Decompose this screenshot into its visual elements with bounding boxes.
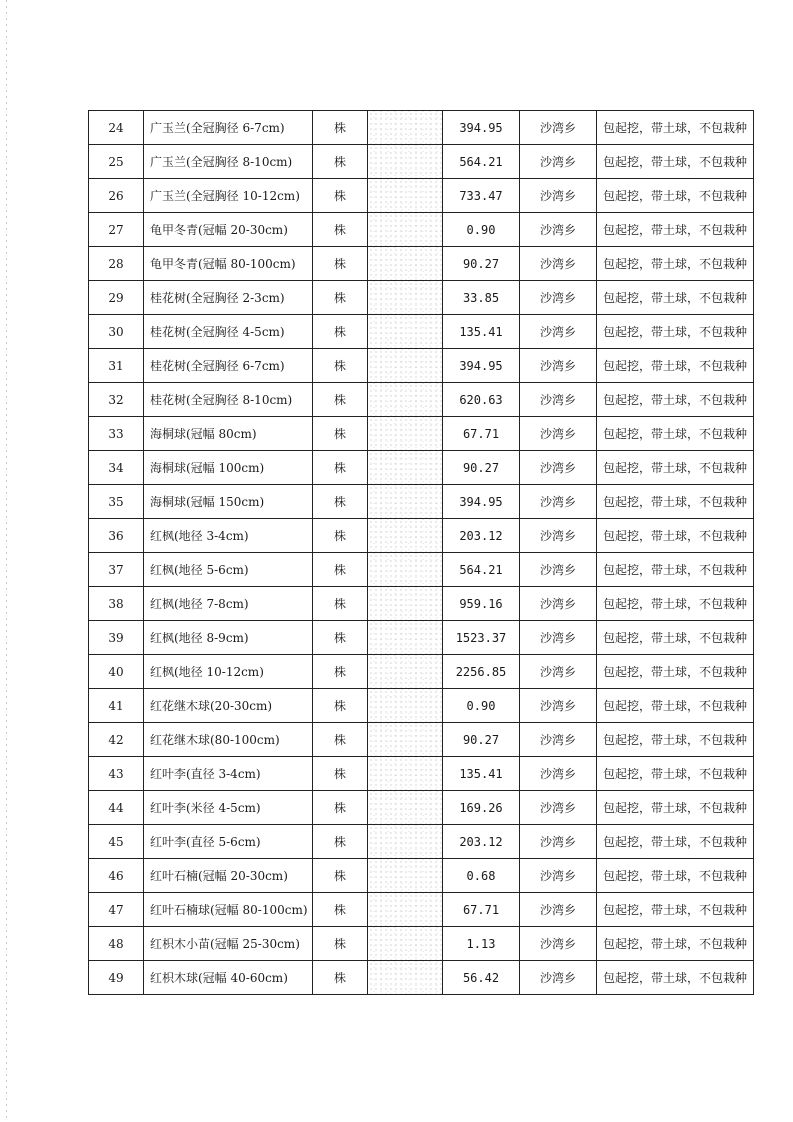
row-number-cell: 41 xyxy=(89,689,144,723)
blank-cell-cell xyxy=(368,349,443,383)
item-name-cell: 广玉兰(全冠胸径 8-10cm) xyxy=(144,145,313,179)
unit-cell: 株 xyxy=(313,383,368,417)
note-cell: 包起挖，带土球，不包栽种 xyxy=(597,689,754,723)
price-cell: 56.42 xyxy=(443,961,520,995)
location-cell: 沙湾乡 xyxy=(520,621,597,655)
unit-cell: 株 xyxy=(313,417,368,451)
location-cell: 沙湾乡 xyxy=(520,689,597,723)
note-cell: 包起挖，带土球，不包栽种 xyxy=(597,485,754,519)
location-cell: 沙湾乡 xyxy=(520,383,597,417)
table-row xyxy=(89,757,754,791)
price-cell: 67.71 xyxy=(443,893,520,927)
row-number-cell: 25 xyxy=(89,145,144,179)
note-cell: 包起挖，带土球，不包栽种 xyxy=(597,961,754,995)
row-number-cell: 24 xyxy=(89,111,144,145)
item-name-cell: 红叶石楠球(冠幅 80-100cm) xyxy=(144,893,313,927)
blank-cell-cell xyxy=(368,383,443,417)
item-name-cell: 桂花树(全冠胸径 4-5cm) xyxy=(144,315,313,349)
blank-cell-cell xyxy=(368,485,443,519)
unit-cell: 株 xyxy=(313,961,368,995)
note-cell: 包起挖，带土球，不包栽种 xyxy=(597,553,754,587)
table-row xyxy=(89,893,754,927)
location-cell: 沙湾乡 xyxy=(520,485,597,519)
unit-cell: 株 xyxy=(313,451,368,485)
unit-cell: 株 xyxy=(313,859,368,893)
price-cell: 564.21 xyxy=(443,553,520,587)
note-cell: 包起挖，带土球，不包栽种 xyxy=(597,247,754,281)
item-name-cell: 红枫(地径 3-4cm) xyxy=(144,519,313,553)
table-row xyxy=(89,383,754,417)
note-cell: 包起挖，带土球，不包栽种 xyxy=(597,111,754,145)
location-cell: 沙湾乡 xyxy=(520,179,597,213)
item-name-cell: 广玉兰(全冠胸径 10-12cm) xyxy=(144,179,313,213)
location-cell: 沙湾乡 xyxy=(520,655,597,689)
price-cell: 733.47 xyxy=(443,179,520,213)
blank-cell-cell xyxy=(368,791,443,825)
price-cell: 90.27 xyxy=(443,451,520,485)
item-name-cell: 红枫(地径 10-12cm) xyxy=(144,655,313,689)
blank-cell-cell xyxy=(368,927,443,961)
table-row xyxy=(89,349,754,383)
note-cell: 包起挖，带土球，不包栽种 xyxy=(597,417,754,451)
row-number-cell: 28 xyxy=(89,247,144,281)
location-cell: 沙湾乡 xyxy=(520,553,597,587)
blank-cell-cell xyxy=(368,213,443,247)
table-row xyxy=(89,927,754,961)
blank-cell-cell xyxy=(368,451,443,485)
location-cell: 沙湾乡 xyxy=(520,213,597,247)
table-row xyxy=(89,145,754,179)
location-cell: 沙湾乡 xyxy=(520,587,597,621)
price-cell: 2256.85 xyxy=(443,655,520,689)
table-row xyxy=(89,417,754,451)
table-row xyxy=(89,621,754,655)
note-cell: 包起挖，带土球，不包栽种 xyxy=(597,825,754,859)
item-name-cell: 龟甲冬青(冠幅 20-30cm) xyxy=(144,213,313,247)
row-number-cell: 42 xyxy=(89,723,144,757)
note-cell: 包起挖，带土球，不包栽种 xyxy=(597,315,754,349)
note-cell: 包起挖，带土球，不包栽种 xyxy=(597,927,754,961)
location-cell: 沙湾乡 xyxy=(520,145,597,179)
location-cell: 沙湾乡 xyxy=(520,281,597,315)
unit-cell: 株 xyxy=(313,825,368,859)
unit-cell: 株 xyxy=(313,519,368,553)
note-cell: 包起挖，带土球，不包栽种 xyxy=(597,179,754,213)
unit-cell: 株 xyxy=(313,757,368,791)
unit-cell: 株 xyxy=(313,179,368,213)
row-number-cell: 33 xyxy=(89,417,144,451)
location-cell: 沙湾乡 xyxy=(520,859,597,893)
item-name-cell: 红枫(地径 8-9cm) xyxy=(144,621,313,655)
item-name-cell: 红花继木球(20-30cm) xyxy=(144,689,313,723)
table-row xyxy=(89,213,754,247)
row-number-cell: 29 xyxy=(89,281,144,315)
blank-cell-cell xyxy=(368,961,443,995)
unit-cell: 株 xyxy=(313,893,368,927)
row-number-cell: 37 xyxy=(89,553,144,587)
table-row xyxy=(89,723,754,757)
item-name-cell: 红枳木小苗(冠幅 25-30cm) xyxy=(144,927,313,961)
blank-cell-cell xyxy=(368,417,443,451)
price-cell: 394.95 xyxy=(443,349,520,383)
row-number-cell: 31 xyxy=(89,349,144,383)
item-name-cell: 红枫(地径 7-8cm) xyxy=(144,587,313,621)
table-row xyxy=(89,451,754,485)
item-name-cell: 海桐球(冠幅 150cm) xyxy=(144,485,313,519)
note-cell: 包起挖，带土球，不包栽种 xyxy=(597,349,754,383)
price-cell: 1.13 xyxy=(443,927,520,961)
row-number-cell: 48 xyxy=(89,927,144,961)
note-cell: 包起挖，带土球，不包栽种 xyxy=(597,519,754,553)
price-table-container xyxy=(88,110,754,995)
row-number-cell: 43 xyxy=(89,757,144,791)
unit-cell: 株 xyxy=(313,145,368,179)
note-cell: 包起挖，带土球，不包栽种 xyxy=(597,621,754,655)
item-name-cell: 红叶李(直径 5-6cm) xyxy=(144,825,313,859)
table-row xyxy=(89,655,754,689)
price-cell: 90.27 xyxy=(443,723,520,757)
item-name-cell: 红枫(地径 5-6cm) xyxy=(144,553,313,587)
unit-cell: 株 xyxy=(313,927,368,961)
location-cell: 沙湾乡 xyxy=(520,825,597,859)
item-name-cell: 红叶李(米径 4-5cm) xyxy=(144,791,313,825)
location-cell: 沙湾乡 xyxy=(520,927,597,961)
price-cell: 203.12 xyxy=(443,519,520,553)
note-cell: 包起挖，带土球，不包栽种 xyxy=(597,383,754,417)
unit-cell: 株 xyxy=(313,655,368,689)
price-cell: 135.41 xyxy=(443,315,520,349)
blank-cell-cell xyxy=(368,145,443,179)
location-cell: 沙湾乡 xyxy=(520,791,597,825)
item-name-cell: 红枳木球(冠幅 40-60cm) xyxy=(144,961,313,995)
price-cell: 1523.37 xyxy=(443,621,520,655)
location-cell: 沙湾乡 xyxy=(520,315,597,349)
table-row xyxy=(89,485,754,519)
unit-cell: 株 xyxy=(313,553,368,587)
blank-cell-cell xyxy=(368,689,443,723)
row-number-cell: 44 xyxy=(89,791,144,825)
item-name-cell: 广玉兰(全冠胸径 6-7cm) xyxy=(144,111,313,145)
unit-cell: 株 xyxy=(313,111,368,145)
note-cell: 包起挖，带土球，不包栽种 xyxy=(597,893,754,927)
price-cell: 564.21 xyxy=(443,145,520,179)
price-cell: 203.12 xyxy=(443,825,520,859)
table-row xyxy=(89,111,754,145)
item-name-cell: 红叶石楠(冠幅 20-30cm) xyxy=(144,859,313,893)
note-cell: 包起挖，带土球，不包栽种 xyxy=(597,213,754,247)
note-cell: 包起挖，带土球，不包栽种 xyxy=(597,451,754,485)
price-cell: 0.68 xyxy=(443,859,520,893)
unit-cell: 株 xyxy=(313,689,368,723)
unit-cell: 株 xyxy=(313,791,368,825)
blank-cell-cell xyxy=(368,553,443,587)
price-cell: 394.95 xyxy=(443,485,520,519)
page-edge xyxy=(6,0,7,1122)
item-name-cell: 红叶李(直径 3-4cm) xyxy=(144,757,313,791)
blank-cell-cell xyxy=(368,825,443,859)
table-row xyxy=(89,825,754,859)
blank-cell-cell xyxy=(368,723,443,757)
price-cell: 169.26 xyxy=(443,791,520,825)
note-cell: 包起挖，带土球，不包栽种 xyxy=(597,145,754,179)
location-cell: 沙湾乡 xyxy=(520,961,597,995)
row-number-cell: 27 xyxy=(89,213,144,247)
location-cell: 沙湾乡 xyxy=(520,757,597,791)
row-number-cell: 38 xyxy=(89,587,144,621)
table-row xyxy=(89,859,754,893)
blank-cell-cell xyxy=(368,315,443,349)
table-row xyxy=(89,587,754,621)
unit-cell: 株 xyxy=(313,349,368,383)
price-cell: 33.85 xyxy=(443,281,520,315)
row-number-cell: 39 xyxy=(89,621,144,655)
table-row xyxy=(89,179,754,213)
item-name-cell: 桂花树(全冠胸径 6-7cm) xyxy=(144,349,313,383)
price-table xyxy=(88,110,754,995)
row-number-cell: 49 xyxy=(89,961,144,995)
price-cell: 0.90 xyxy=(443,213,520,247)
row-number-cell: 36 xyxy=(89,519,144,553)
blank-cell-cell xyxy=(368,179,443,213)
location-cell: 沙湾乡 xyxy=(520,417,597,451)
note-cell: 包起挖，带土球，不包栽种 xyxy=(597,791,754,825)
unit-cell: 株 xyxy=(313,213,368,247)
price-cell: 0.90 xyxy=(443,689,520,723)
item-name-cell: 桂花树(全冠胸径 2-3cm) xyxy=(144,281,313,315)
unit-cell: 株 xyxy=(313,587,368,621)
location-cell: 沙湾乡 xyxy=(520,519,597,553)
note-cell: 包起挖，带土球，不包栽种 xyxy=(597,859,754,893)
table-row xyxy=(89,689,754,723)
blank-cell-cell xyxy=(368,621,443,655)
price-cell: 90.27 xyxy=(443,247,520,281)
item-name-cell: 红花继木球(80-100cm) xyxy=(144,723,313,757)
location-cell: 沙湾乡 xyxy=(520,451,597,485)
blank-cell-cell xyxy=(368,519,443,553)
row-number-cell: 35 xyxy=(89,485,144,519)
price-table-body xyxy=(89,111,754,995)
table-row xyxy=(89,519,754,553)
note-cell: 包起挖，带土球，不包栽种 xyxy=(597,587,754,621)
blank-cell-cell xyxy=(368,893,443,927)
row-number-cell: 45 xyxy=(89,825,144,859)
price-cell: 67.71 xyxy=(443,417,520,451)
table-row xyxy=(89,553,754,587)
note-cell: 包起挖，带土球，不包栽种 xyxy=(597,757,754,791)
unit-cell: 株 xyxy=(313,315,368,349)
location-cell: 沙湾乡 xyxy=(520,247,597,281)
row-number-cell: 32 xyxy=(89,383,144,417)
item-name-cell: 桂花树(全冠胸径 8-10cm) xyxy=(144,383,313,417)
price-cell: 959.16 xyxy=(443,587,520,621)
row-number-cell: 26 xyxy=(89,179,144,213)
unit-cell: 株 xyxy=(313,621,368,655)
blank-cell-cell xyxy=(368,859,443,893)
table-row xyxy=(89,961,754,995)
price-cell: 394.95 xyxy=(443,111,520,145)
blank-cell-cell xyxy=(368,247,443,281)
unit-cell: 株 xyxy=(313,485,368,519)
blank-cell-cell xyxy=(368,281,443,315)
table-row xyxy=(89,791,754,825)
blank-cell-cell xyxy=(368,655,443,689)
note-cell: 包起挖，带土球，不包栽种 xyxy=(597,281,754,315)
location-cell: 沙湾乡 xyxy=(520,111,597,145)
row-number-cell: 30 xyxy=(89,315,144,349)
note-cell: 包起挖，带土球，不包栽种 xyxy=(597,655,754,689)
item-name-cell: 海桐球(冠幅 80cm) xyxy=(144,417,313,451)
table-row xyxy=(89,315,754,349)
location-cell: 沙湾乡 xyxy=(520,349,597,383)
blank-cell-cell xyxy=(368,757,443,791)
location-cell: 沙湾乡 xyxy=(520,723,597,757)
price-cell: 135.41 xyxy=(443,757,520,791)
row-number-cell: 34 xyxy=(89,451,144,485)
row-number-cell: 46 xyxy=(89,859,144,893)
item-name-cell: 龟甲冬青(冠幅 80-100cm) xyxy=(144,247,313,281)
table-row xyxy=(89,281,754,315)
blank-cell-cell xyxy=(368,111,443,145)
unit-cell: 株 xyxy=(313,281,368,315)
blank-cell-cell xyxy=(368,587,443,621)
row-number-cell: 47 xyxy=(89,893,144,927)
price-cell: 620.63 xyxy=(443,383,520,417)
item-name-cell: 海桐球(冠幅 100cm) xyxy=(144,451,313,485)
table-row xyxy=(89,247,754,281)
location-cell: 沙湾乡 xyxy=(520,893,597,927)
unit-cell: 株 xyxy=(313,247,368,281)
row-number-cell: 40 xyxy=(89,655,144,689)
note-cell: 包起挖，带土球，不包栽种 xyxy=(597,723,754,757)
unit-cell: 株 xyxy=(313,723,368,757)
